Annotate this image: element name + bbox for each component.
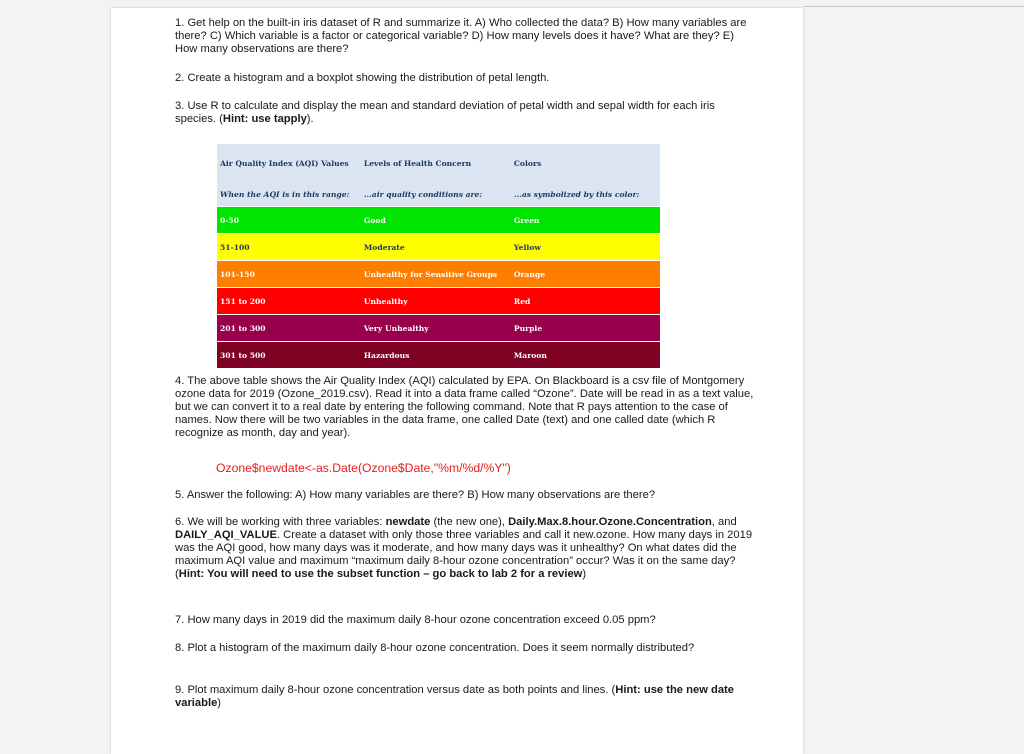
question-6-aqi-var: DAILY_AQI_VALUE <box>175 529 277 541</box>
aqi-color-cell: Orange <box>511 261 660 288</box>
aqi-subheader-range: When the AQI is in this range: <box>217 182 361 207</box>
question-2: 2. Create a histogram and a boxplot showing the distribution of petal length. <box>175 72 550 84</box>
aqi-header-values: Air Quality Index (AQI) Values <box>217 144 361 182</box>
aqi-level-cell: Unhealthy <box>361 288 511 315</box>
aqi-range-cell: 201 to 300 <box>217 315 361 342</box>
aqi-level-cell: Moderate <box>361 234 511 261</box>
aqi-row <box>217 342 660 369</box>
aqi-subheader-conditions: ...air quality conditions are: <box>361 182 511 207</box>
aqi-color-cell: Red <box>511 288 660 315</box>
question-6-newdate: newdate <box>385 516 431 528</box>
question-1: 1. Get help on the built-in iris dataset of R and summarize it. A) Who collected the data? B) How many variables are there? C) Which variable is a factor or categorical variable? D) How many levels does it have? What are they? E) How many observations are there? <box>175 17 747 55</box>
question-6-hint: Hint: You will need to use the subset function – go back to lab 2 for a review <box>178 568 583 580</box>
question-6-ozone-var: Daily.Max.8.hour.Ozone.Concentration <box>508 516 712 528</box>
aqi-range-cell: 0-50 <box>217 207 361 234</box>
aqi-level-cell: Good <box>361 207 511 234</box>
question-5: 5. Answer the following: A) How many variables are there? B) How many observations are there? <box>175 489 656 501</box>
aqi-row <box>217 234 660 261</box>
aqi-range-cell: 51-100 <box>217 234 361 261</box>
question-9-hint: Hint: use the new date variable <box>175 684 735 709</box>
question-6-text-a: 6. We will be working with three variables: <box>175 516 386 528</box>
r-code-line: Ozone$newdate<-as.Date(Ozone$Date,"%m/%d/%Y") <box>216 461 511 475</box>
document-page <box>111 8 803 754</box>
aqi-header-colors: Colors <box>511 144 660 182</box>
aqi-subheader-row <box>217 182 660 207</box>
question-3-hint: Hint: use tapply <box>222 113 307 125</box>
aqi-color-cell: Purple <box>511 315 660 342</box>
aqi-header-levels: Levels of Health Concern <box>361 144 511 182</box>
aqi-row <box>217 315 660 342</box>
question-4: 4. The above table shows the Air Quality Index (AQI) calculated by EPA. On Blackboard is a csv file of Montgomery ozone data for 2019 (Ozone_2019.csv). Read it into a data frame called “Ozone”. Date will be read in as a text value, but we can convert it to a real date by entering the following command. Note that R pays attention to the case of names. Now there will be two variables in the data frame, one called Date (text) and one called date (which R recognize as month, day and year). <box>175 375 754 439</box>
aqi-row <box>217 207 660 234</box>
aqi-level-cell: Unhealthy for Sensitive Groups <box>361 261 511 288</box>
aqi-color-cell: Green <box>511 207 660 234</box>
aqi-color-cell: Yellow <box>511 234 660 261</box>
question-6-text-g: . Create a dataset with only those three variables and call it new.ozone. How many days in 2019 was the AQI good, how many days was it moderate, and how many days was it unhealthy? On what dates did the maximum AQI value and maximum “maximum daily 8-hour ozone concentration” occur? Was it on the same day? ( <box>175 529 753 580</box>
aqi-row <box>217 288 660 315</box>
question-3-end: ). <box>306 113 314 125</box>
question-7: 7. How many days in 2019 did the maximum daily 8-hour ozone concentration exceed 0.05 ppm? <box>175 614 656 626</box>
aqi-subheader-color: ...as symbolized by this color: <box>511 182 660 207</box>
question-8: 8. Plot a histogram of the maximum daily 8-hour ozone concentration. Does it seem normally distributed? <box>175 642 695 654</box>
aqi-range-cell: 101-150 <box>217 261 361 288</box>
aqi-row <box>217 261 660 288</box>
aqi-color-cell: Maroon <box>511 342 660 369</box>
question-9 <box>175 684 755 710</box>
aqi-level-cell: Very Unhealthy <box>361 315 511 342</box>
question-3 <box>175 100 755 126</box>
aqi-header-row <box>217 144 660 182</box>
question-9-text: 9. Plot maximum daily 8-hour ozone concentration versus date as both points and lines. ( <box>175 684 616 696</box>
aqi-range-cell: 301 to 500 <box>217 342 361 369</box>
question-6 <box>175 516 755 581</box>
viewer-divider <box>803 6 1024 7</box>
question-9-end: ) <box>217 697 222 709</box>
aqi-range-cell: 151 to 200 <box>217 288 361 315</box>
question-6-text-e: , and <box>711 516 737 528</box>
aqi-level-cell: Hazardous <box>361 342 511 369</box>
question-3-text: 3. Use R to calculate and display the mean and standard deviation of petal width and sepal width for each iris species. ( <box>175 100 715 125</box>
question-6-end: ) <box>582 568 587 580</box>
question-6-text-c: (the new one), <box>430 516 509 528</box>
aqi-table <box>217 144 660 368</box>
